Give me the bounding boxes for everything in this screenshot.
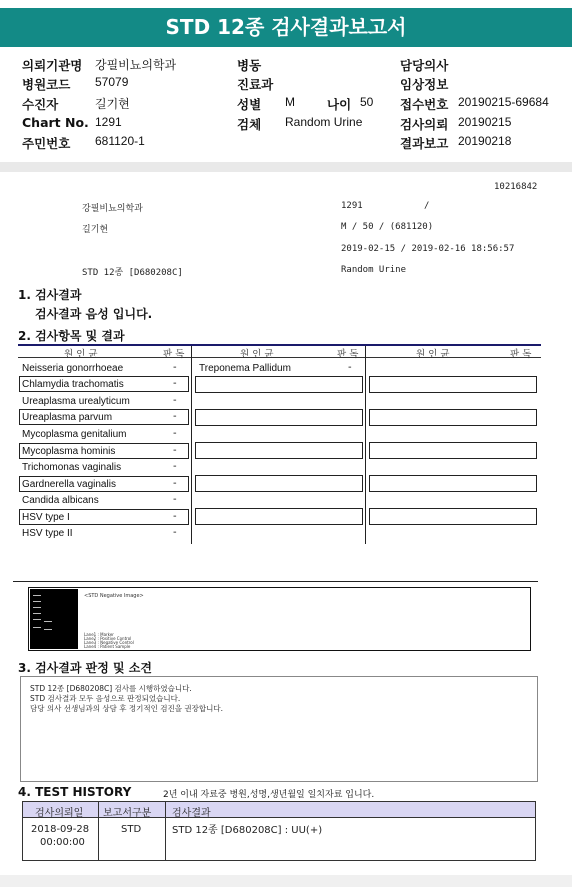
pathogen-result: - xyxy=(348,362,352,373)
gel-band xyxy=(33,601,41,602)
section-4-title: 4. TEST HISTORY xyxy=(18,785,132,799)
header-label-request-date: 검사의뢰 xyxy=(400,117,449,132)
history-header-type: 보고서구분 xyxy=(103,808,152,819)
header-label-doctor: 담당의사 xyxy=(400,58,449,73)
header-value-patient: 길기현 xyxy=(95,97,130,111)
gel-band xyxy=(33,627,41,628)
comment-line: 담당 의사 선생님과의 상담 후 정기적인 검진을 권장합니다. xyxy=(30,704,223,713)
pathogen-result: - xyxy=(173,511,177,522)
header-value-request-date: 20190215 xyxy=(458,115,512,129)
section-divider xyxy=(13,581,538,582)
header-label-chart: Chart No. xyxy=(22,115,89,130)
pathogen-name: Ureaplasma parvum xyxy=(22,412,113,423)
header-value-report-date: 20190218 xyxy=(458,134,512,148)
history-row-type: STD xyxy=(121,824,142,835)
header-label-patient: 수진자 xyxy=(22,97,59,112)
header-value-institution: 강필비뇨의학과 xyxy=(95,58,177,72)
header-value-hospital-code: 57079 xyxy=(95,75,129,89)
report-patient: 길기현 xyxy=(82,225,109,235)
history-row-time: 00:00:00 xyxy=(40,837,85,848)
result-col-judge-1: 판 독 xyxy=(163,349,185,360)
history-col-divider xyxy=(165,802,166,860)
result-row-box xyxy=(369,508,537,525)
gel-legend-line: Lane3 : Negative Control xyxy=(84,640,134,645)
result-col-pathogen-2: 원 인 균 xyxy=(240,349,274,360)
header-value-sex: M xyxy=(285,95,295,109)
header-label-clinical-info: 임상정보 xyxy=(400,77,449,92)
pathogen-name: Treponema Pallidum xyxy=(199,363,291,374)
pathogen-result: - xyxy=(173,395,177,406)
report-sex-age: M / 50 / (681120) xyxy=(341,222,434,232)
pathogen-name: Neisseria gonorrhoeae xyxy=(22,363,124,374)
gel-image-caption: <STD Negative Image> xyxy=(84,593,144,599)
history-row-result: STD 12종 [D680208C] : UU(+) xyxy=(172,825,323,836)
result-col-pathogen-3: 원 인 균 xyxy=(416,349,450,360)
report-title: STD 12종 검사결과보고서 xyxy=(0,8,572,47)
header-separator xyxy=(0,162,572,172)
header-label-specimen: 검체 xyxy=(237,117,262,132)
result-col-pathogen-1: 원 인 균 xyxy=(64,349,98,360)
result-row-box xyxy=(195,475,363,492)
gel-band xyxy=(44,621,52,622)
gel-image xyxy=(30,589,78,649)
history-header-result: 검사결과 xyxy=(172,808,211,819)
pathogen-result: - xyxy=(173,527,177,538)
report-dates: 2019-02-15 / 2019-02-16 18:56:57 xyxy=(341,244,515,254)
pathogen-name: HSV type II xyxy=(22,528,73,539)
pathogen-result: - xyxy=(173,461,177,472)
result-row-box xyxy=(195,409,363,426)
gel-legend-line: Lane4 : Patient Sample xyxy=(84,644,131,649)
result-row-box xyxy=(195,442,363,459)
pathogen-name: Chlamydia trachomatis xyxy=(22,379,124,390)
header-label-sex: 성별 xyxy=(237,97,262,112)
result-row-box xyxy=(195,508,363,525)
pathogen-result: - xyxy=(173,411,177,422)
report-specimen: Random Urine xyxy=(341,265,407,275)
report-id-number: 10216842 xyxy=(494,182,538,192)
report-chart: 1291 xyxy=(341,201,363,211)
header-value-resident-number: 681120-1 xyxy=(95,134,145,148)
gel-band xyxy=(33,619,41,620)
history-table xyxy=(22,801,536,861)
pathogen-name: Candida albicans xyxy=(22,495,99,506)
report-hospital: 강필비뇨의학과 xyxy=(82,204,143,214)
result-row-box xyxy=(195,376,363,393)
gel-band xyxy=(33,607,41,608)
comment-line: STD 12종 [D680208C] 검사를 시행하였습니다. xyxy=(30,684,192,693)
pathogen-name: Ureaplasma urealyticum xyxy=(22,396,130,407)
header-label-department: 진료과 xyxy=(237,77,274,92)
pathogen-name: Trichomonas vaginalis xyxy=(22,462,122,473)
gel-band xyxy=(33,595,41,596)
gel-legend-line: Lane1 : Marker xyxy=(84,632,114,637)
result-table-divider xyxy=(191,346,192,544)
header-label-institution: 의뢰기관명 xyxy=(22,58,83,73)
pathogen-name: Gardnerella vaginalis xyxy=(22,479,116,490)
header-value-specimen: Random Urine xyxy=(285,115,363,129)
gel-band xyxy=(33,613,41,614)
header-label-resident-number: 주민번호 xyxy=(22,136,71,151)
pathogen-result: - xyxy=(173,478,177,489)
result-table-divider xyxy=(365,346,366,544)
history-col-divider xyxy=(98,802,99,860)
result-row-box xyxy=(369,376,537,393)
pathogen-result: - xyxy=(173,494,177,505)
report-chart-slash: / xyxy=(424,201,430,211)
history-row-date: 2018-09-28 xyxy=(31,824,90,835)
header-value-age: 50 xyxy=(360,95,374,109)
header-label-ward: 병동 xyxy=(237,58,262,73)
result-row-box xyxy=(369,442,537,459)
pathogen-result: - xyxy=(173,378,177,389)
pathogen-result: - xyxy=(173,445,177,456)
result-col-judge-3: 판 독 xyxy=(510,349,532,360)
history-header-date: 검사의뢰일 xyxy=(35,808,84,819)
pathogen-result: - xyxy=(173,428,177,439)
gel-band xyxy=(44,629,52,630)
section-1-summary: 검사결과 음성 입니다. xyxy=(35,307,153,321)
report-test-code: STD 12종 [D680208C] xyxy=(82,268,183,278)
pathogen-name: Mycoplasma genitalium xyxy=(22,429,127,440)
header-value-receipt-number: 20190215-69684 xyxy=(458,95,549,109)
history-table-header xyxy=(23,802,535,818)
header-label-age: 나이 xyxy=(327,97,352,112)
comment-line: STD 검사결과 모두 음성으로 판정되었습니다. xyxy=(30,694,181,703)
header-label-report-date: 결과보고 xyxy=(400,136,449,151)
result-col-judge-2: 판 독 xyxy=(337,349,359,360)
header-label-receipt-number: 접수번호 xyxy=(400,97,449,112)
pathogen-name: Mycoplasma hominis xyxy=(22,446,116,457)
header-value-chart: 1291 xyxy=(95,115,122,129)
section-2-title: 2. 검사항목 및 결과 xyxy=(18,329,125,343)
bottom-strip xyxy=(0,875,572,887)
result-row-box xyxy=(369,409,537,426)
result-row-box xyxy=(369,475,537,492)
section-3-title: 3. 검사결과 판정 및 소견 xyxy=(18,661,152,675)
pathogen-name: HSV type I xyxy=(22,512,70,523)
section-1-title: 1. 검사결과 xyxy=(18,288,82,302)
header-label-hospital-code: 병원코드 xyxy=(22,77,71,92)
gel-legend-line: Lane2 : Positive Control xyxy=(84,636,132,641)
history-note: 2년 이내 자료중 병원,성명,생년월일 일치자료 입니다. xyxy=(163,790,375,800)
pathogen-result: - xyxy=(173,362,177,373)
